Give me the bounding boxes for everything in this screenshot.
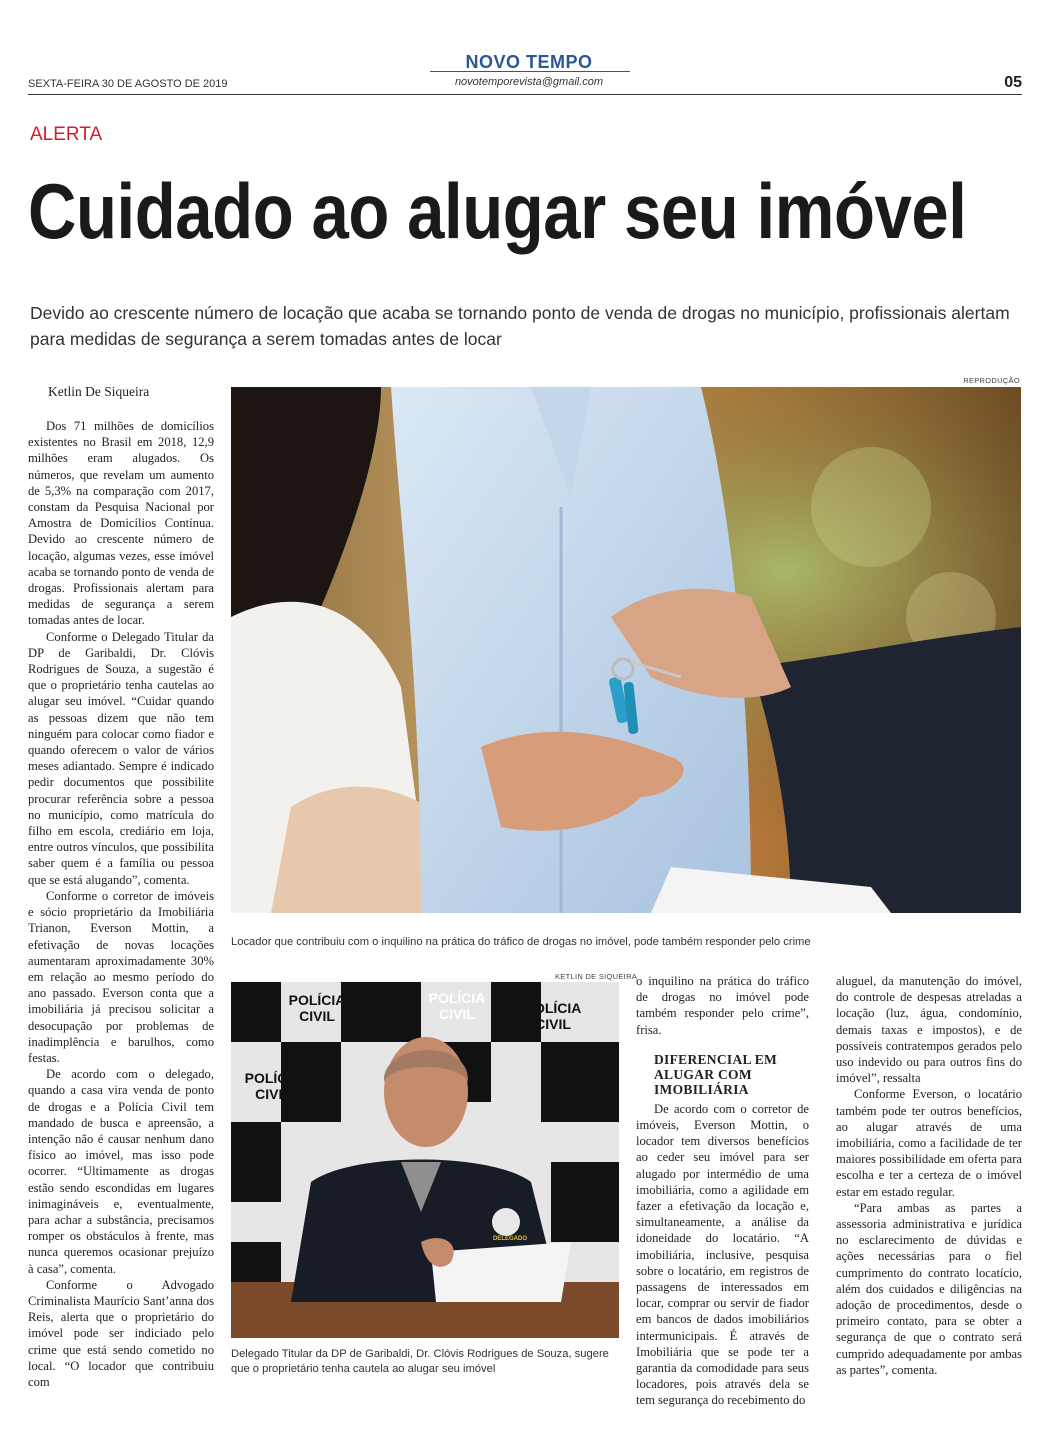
backdrop-label: POLÍCIA CIVIL [288,992,346,1024]
masthead-name: NOVO TEMPO [465,52,593,72]
article-column-4 [836,973,1022,1378]
byline: Ketlin De Siqueira [48,384,150,399]
backdrop-label: POLÍCIA CIVIL [524,1000,582,1032]
photo-caption: Locador que contribuiu com o inquilino na prática do tráfico de drogas no imóvel, pode também responder pelo crime [231,936,811,948]
page-number: 05 [1004,74,1022,91]
paragraph: Conforme o corretor de imóveis e sócio proprietário da Imobiliária Trianon, Everson Mottin, a efetivação de novas locações aumentaram aproximadamente 30% em relação ao mesmo período do ano passado. Everson conta que a imobiliária já precisou solicitar a desocupação por problemas de inadimplência e barulhos, como festas. [28,888,214,1065]
paragraph: De acordo com o corretor de imóveis, Everson Mottin, o locador tem diversos benefícios ao ceder seu imóvel para ser alugado por intermédio de uma imobiliária, como a agilidade em fazer a efetivação da locação e, simultaneamente, a análise da idoneidade do locatário. “A imobiliária, inclusive, pesquisa sobre o locatário, em registros de passagens de interessados em locar, comprar ou servir de fiador em bancos de dados imobiliários intermunicipais. É através de Imobiliária que se pode ter a garantia da comodidade para seus locadores, pois através dela se tem segurança do recebimento do [636,1101,809,1408]
photo-credit: KETLIN DE SIQUEIRA [555,972,638,981]
paragraph: Conforme Everson, o locatário também pode ter outros benefícios, ao alugar através de uma imobiliária, como a facilidade de ter maiores possibilidade em oferta para escolha e ter a certeza de o imóvel estar em estado regular. [836,1087,1022,1199]
lede: Devido ao crescente número de locação que acaba se tornando ponto de venda de drogas no município, profissionais alertam para medidas de segurança a serem tomadas antes de locar [30,303,1010,349]
paragraph: Conforme o Delegado Titular da DP de Garibaldi, Dr. Clóvis Rodrigues de Souza, a sugestão é que o proprietário tenha cautelas ao alugar seu imóvel. “Cuidar quando as pessoas dizem que não tem ninguém para colocar como fiador e quando oferecem o valor de vários meses adiantado. Sempre é indicado pedir documentos que possibilite procurar referência sobre a pessoa no município, como matrícula do filho em escola, crediário em loja, entre outros vínculos, que possibilita saber quem é a família ou pessoa que se está alugando”, comenta. [28,629,214,887]
backdrop-label: POLÍCIA CIVIL [244,1070,302,1102]
issue-date: SEXTA-FEIRA 30 DE AGOSTO DE 2019 [28,78,228,90]
key-handover-photo [231,387,1021,913]
paragraph: “Para ambas as partes a assessoria administrativa e jurídica no esclarecimento de dúvidas e ações necessárias para o fiel cumprimento do contrato locatício, além dos cuidados e diligências na adoção de procedimentos, desde o primeiro contato, para se obter a segurança de que o contrato será cumprido adequadamente por ambas as partes”, comenta. [836,1200,1022,1377]
paragraph: Dos 71 milhões de domicílios existentes no Brasil em 2018, 12,9 milhões eram alugados. Os números, que revelam um aumento de 5,3% na comparação com 2017, constam da Pesquisa Nacional por Amostra de Domicílios Contínua. Devido ao crescente número de locação, algumas vezes, esse imóvel acaba se tornando ponto de venda de drogas. Profissionais alertam para medidas de segurança a serem tomadas antes de locar. [28,419,214,628]
masthead-email: novotemporevista@gmail.com [454,76,604,88]
key-handover-illustration [231,387,1021,913]
subheading: DIFERENCIAL EM ALUGAR COM IMOBILIÁRIA [654,1051,778,1097]
article-column-3 [636,973,809,1409]
photo-caption: Delegado Titular da DP de Garibaldi, Dr. Clóvis Rodrigues de Souza, sugere que o proprietário tenha cautela ao alugar seu imóvel [231,1348,609,1375]
paragraph: Conforme o Advogado Criminalista Maurício Sant’anna dos Reis, alerta que o proprietário do imóvel pode ser indiciado pelo crime que está sendo cometido no local. “O locador que contribuiu com [28,1277,214,1389]
paragraph: De acordo com o delegado, quando a casa vira venda de ponto de drogas e a Polícia Civil tem mandado de busca e apreensão, a intenção não é causar nenhum dano físico ao imóvel, mas isso pode ocorrer. “Ultimamente as drogas estão sendo escondidas em lugares inimagináveis e, eventualmente, para achar a substância, precisamos romper os obstáculos à frente, mas nunca queremos ocasionar prejuízo à casa”, comenta. [28,1067,214,1276]
headline: Cuidado ao alugar seu imóvel [28,167,967,255]
masthead-divider [430,71,630,72]
backdrop-label: POLÍCIA CIVIL [428,990,486,1022]
article-column-1 [28,418,214,1390]
delegate-illustration [231,982,619,1338]
jacket-label: DELEGADO [493,1236,528,1242]
paragraph: o inquilino na prática do tráfico de drogas no imóvel pode também responder pelo crime”, frisa. [636,974,809,1037]
delegate-photo [231,982,619,1338]
header-rule [28,94,1022,95]
paragraph: aluguel, da manutenção do imóvel, do controle de despesas atreladas a locação (luz, água, condomínio, demais taxas e impostos), e de possíveis contratempos gerados pelo uso indevido ou para outros fins do imóvel”, ressalta [836,974,1022,1086]
section-label: ALERTA [30,124,103,145]
photo-credit: REPRODUÇÃO [963,376,1020,385]
